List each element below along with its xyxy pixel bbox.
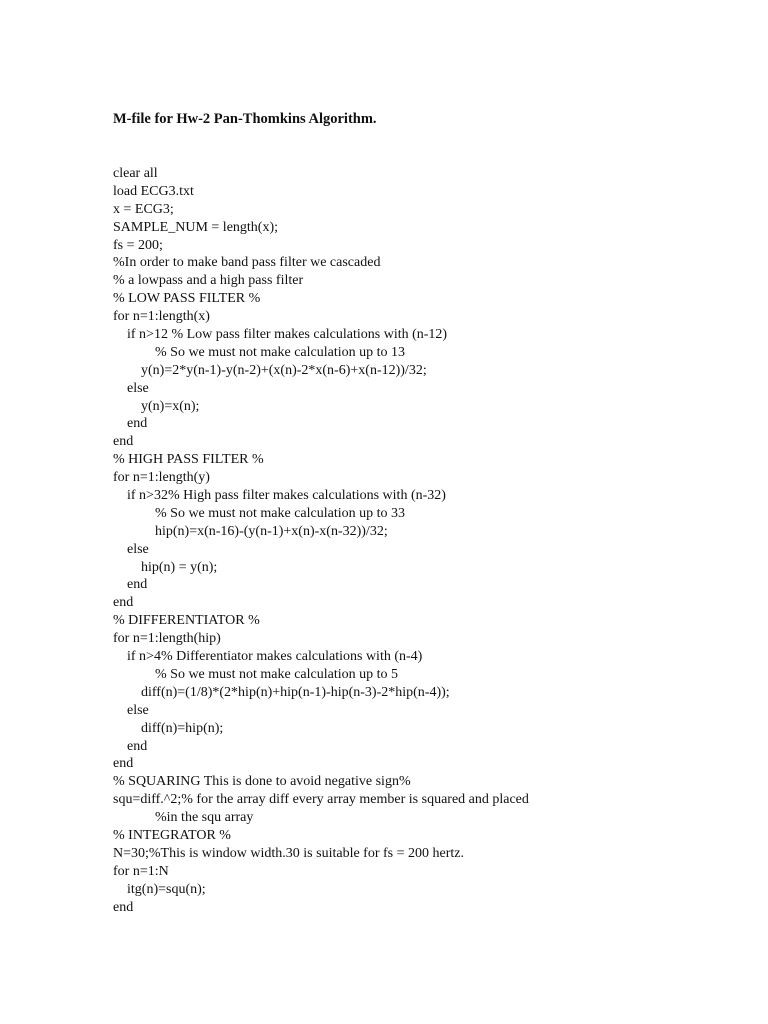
code-line: for n=1:length(hip) <box>113 631 221 647</box>
code-line: end <box>113 577 148 593</box>
code-line: %In order to make band pass filter we cascaded <box>113 255 381 271</box>
code-line: clear all <box>113 166 158 181</box>
code-line: % INTEGRATOR % <box>113 827 231 843</box>
code-line: %in the squ array <box>113 810 254 826</box>
code-line: end <box>113 738 148 754</box>
code-line: SAMPLE_NUM = length(x); <box>113 219 279 235</box>
code-line: % So we must not make calculation up to 33 <box>113 505 406 521</box>
code-line: % SQUARING This is done to avoid negative sign% <box>113 774 411 790</box>
code-line: x = ECG3; <box>113 201 174 217</box>
code-line: end <box>113 756 134 772</box>
code-line: squ=diff.^2;% for the array diff every array member is squared and placed <box>113 792 529 808</box>
code-line: diff(n)=(1/8)*(2*hip(n)+hip(n-1)-hip(n-3)-2*hip(n-4)); <box>113 684 450 700</box>
code-line: % LOW PASS FILTER % <box>113 291 261 307</box>
code-line: N=30;%This is window width.30 is suitable for fs = 200 hertz. <box>113 845 464 861</box>
code-line: end <box>113 416 148 432</box>
code-line: % So we must not make calculation up to 5 <box>113 666 399 682</box>
code-line: fs = 200; <box>113 237 163 253</box>
document-title: M-file for Hw-2 Pan-Thomkins Algorithm. <box>113 111 377 127</box>
code-line: end <box>113 899 134 915</box>
code-line: for n=1:N <box>113 863 169 879</box>
code-line: y(n)=2*y(n-1)-y(n-2)+(x(n)-2*x(n-6)+x(n-12))/32; <box>113 362 427 378</box>
code-line: end <box>113 595 134 611</box>
code-line: hip(n)=x(n-16)-(y(n-1)+x(n)-x(n-32))/32; <box>113 523 388 539</box>
code-line: else <box>113 702 149 718</box>
code-line: end <box>113 434 134 450</box>
code-line: for n=1:length(x) <box>113 309 210 325</box>
code-line: y(n)=x(n); <box>113 398 200 414</box>
code-line: else <box>113 380 149 396</box>
code-line: % a lowpass and a high pass filter <box>113 273 304 289</box>
code-line: diff(n)=hip(n); <box>113 720 224 736</box>
code-line: % HIGH PASS FILTER % <box>113 452 264 468</box>
code-line: if n>32% High pass filter makes calculations with (n-32) <box>113 488 446 504</box>
code-line: itg(n)=squ(n); <box>113 881 206 897</box>
code-line: for n=1:length(y) <box>113 470 210 486</box>
code-listing <box>113 165 529 916</box>
code-line: if n>12 % Low pass filter makes calculations with (n-12) <box>113 327 448 343</box>
code-line: % So we must not make calculation up to 13 <box>113 344 406 360</box>
code-line: hip(n) = y(n); <box>113 559 218 575</box>
code-line: if n>4% Differentiator makes calculations with (n-4) <box>113 649 423 665</box>
code-line: else <box>113 541 149 557</box>
code-line: load ECG3.txt <box>113 183 194 199</box>
code-line: % DIFFERENTIATOR % <box>113 613 260 629</box>
